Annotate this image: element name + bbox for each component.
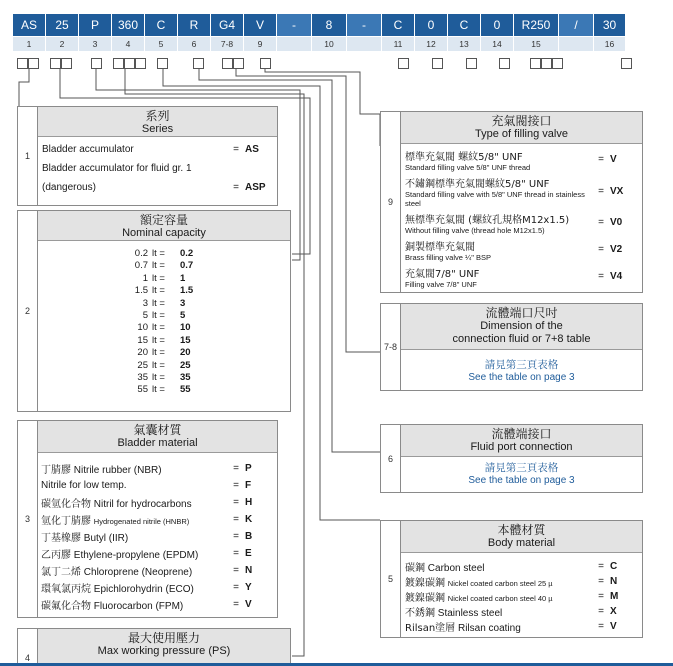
equals-sign: = [233, 514, 239, 525]
capacity-size: 20 [137, 347, 148, 359]
capacity-unit: lt = [152, 310, 165, 322]
item-label-sub: Without filling valve (thread hole M12x1.5) [405, 225, 545, 235]
item-label [41, 597, 227, 612]
item-label [41, 461, 227, 476]
code-position-box [398, 58, 409, 69]
item-code: AS [245, 144, 259, 155]
item-label-en: Nitrile rubber (NBR) [73, 465, 162, 476]
capacity-size: 15 [137, 334, 148, 346]
position-number: 12 [415, 37, 447, 51]
leader-filling-valve [265, 69, 380, 146]
equals-sign: = [598, 185, 604, 197]
item-code: 0.2 [180, 248, 194, 259]
item-code: 5 [180, 310, 186, 322]
item-label-sub: Filling valve 7/8" UNF [405, 279, 477, 289]
section-header [38, 421, 277, 453]
item-label [405, 175, 592, 208]
item-code: 3 [180, 297, 186, 309]
item-code: K [245, 514, 253, 525]
item-code: 15 [180, 334, 191, 346]
code-position-box [157, 58, 168, 69]
equals-sign: = [598, 606, 604, 617]
position-number: 11 [382, 37, 414, 51]
capacity-unit: lt = [152, 359, 165, 371]
capacity-item [78, 347, 290, 359]
item-label-main: 銅製標準充氣閥 [405, 241, 475, 253]
item-label-en: Butyl (IIR) [83, 533, 129, 544]
bladder-list [38, 453, 277, 613]
capacity-unit: lt = [152, 272, 165, 284]
capacity-unit: lt = [152, 334, 165, 346]
section-bladder [17, 420, 278, 618]
unit-text: lt [152, 372, 157, 384]
header-zh: 最大使用壓力 [127, 631, 200, 645]
item-code: F [245, 480, 252, 491]
code-position-box [28, 58, 39, 69]
capacity-item [78, 372, 290, 384]
item-label-en: Ethylene-propylene (EPDM) [73, 550, 199, 561]
capacity-item [78, 248, 290, 260]
equals-sign: = [233, 565, 239, 576]
item-label-zh: 鍍鎳碳鋼 [405, 578, 445, 589]
header-en: Max working pressure (PS) [97, 645, 231, 657]
capacity-unit: lt = [152, 372, 165, 384]
item-label [41, 512, 227, 527]
section-header [38, 211, 290, 241]
section-header [401, 112, 642, 144]
equals-sign: = [598, 154, 604, 165]
reference-zh: 請見第三頁表格 [484, 462, 559, 474]
item-code: B [245, 531, 253, 542]
header-en: Fluid port connection [470, 441, 573, 453]
item-label-en: Epichlorohydrin (ECO) [93, 584, 194, 595]
code-position-box [61, 58, 72, 69]
code-position-box [113, 58, 124, 69]
item-code: V [610, 621, 617, 632]
item-label-zh: 環氧氯丙烷 [41, 584, 91, 595]
header-en: Body material [487, 537, 556, 549]
capacity-item [78, 360, 290, 372]
item-code: ASP [245, 182, 266, 193]
item-label-zh: 氫化丁腈膠 [41, 516, 91, 527]
equals-sign: = [598, 217, 604, 228]
equals-sign: = [598, 591, 604, 602]
code-cell: 25 [46, 14, 78, 36]
equals-sign: = [598, 271, 604, 282]
bladder-item [41, 460, 273, 477]
section-number: 9 [387, 197, 393, 207]
equals-sign: = [598, 244, 604, 255]
position-number [347, 37, 381, 51]
item-code: V [245, 599, 252, 610]
header-en: Nominal capacity [122, 227, 206, 239]
header-zh: 流體端接口 [491, 427, 552, 441]
capacity-list [38, 241, 290, 397]
item-code: P [245, 463, 252, 474]
item-label-zh: 碳鋼 [405, 563, 425, 574]
code-position-box [260, 58, 271, 69]
code-position-box [50, 58, 61, 69]
equals-sign: = [233, 497, 239, 508]
capacity-size: 25 [137, 359, 148, 371]
item-label-main: 標準充氣閥 螺紋5/8" UNF [405, 151, 523, 163]
item-label-en: Chloroprene (Neoprene) [83, 567, 193, 578]
item-label [405, 238, 592, 262]
code-position-box [193, 58, 204, 69]
item-code: V0 [610, 217, 623, 228]
item-label-zh: Rilsan塗層 [405, 623, 456, 634]
item-label: Bladder accumulator [42, 144, 134, 155]
code-cell: R [178, 14, 210, 36]
unit-text: lt [152, 297, 157, 309]
item-label-sub: Brass filling valve ¼" BSP [405, 252, 492, 262]
section-series [17, 106, 278, 206]
position-number-bar [13, 37, 641, 51]
header-en: Dimension of the [480, 320, 563, 332]
item-label [41, 563, 227, 578]
unit-text: lt [152, 310, 157, 322]
item-code: 25 [180, 359, 191, 371]
position-number: 14 [481, 37, 513, 51]
body-item [405, 589, 638, 604]
item-label-zh: 乙丙膠 [41, 550, 71, 561]
section-header [401, 425, 642, 457]
item-code: V4 [610, 271, 623, 282]
position-number: 4 [112, 37, 144, 51]
equals-sign: = [233, 463, 239, 474]
page-reference [401, 457, 642, 486]
item-label [405, 604, 592, 619]
section-number: 4 [24, 652, 30, 663]
unit-text: lt [152, 334, 157, 346]
item-label-en: Stainless steel [437, 608, 503, 619]
section-number: 6 [387, 453, 393, 464]
item-label-en: Nitril for hydrocarbons [93, 499, 192, 510]
reference-en: See the table on page 3 [468, 475, 575, 486]
section-connection [380, 303, 643, 391]
code-cell: 0 [481, 14, 513, 36]
item-code: 55 [180, 384, 191, 396]
item-code: 1.5 [180, 285, 194, 297]
item-label-zh: 不銹鋼 [405, 608, 435, 619]
section-pressure [17, 628, 291, 666]
item-label-zh: 丁基橡膠 [41, 533, 81, 544]
equals-sign: = [233, 182, 239, 193]
code-cell: 0 [415, 14, 447, 36]
item-label-en: Nickel coated carbon steel 25 µ [447, 579, 553, 588]
code-cell: AS [13, 14, 45, 36]
header-en-2: connection fluid or 7+8 table [452, 333, 591, 345]
body-item [405, 604, 638, 619]
capacity-item [78, 298, 290, 310]
code-cell: / [559, 14, 593, 36]
series-item [42, 159, 273, 178]
capacity-size: 5 [142, 310, 148, 322]
position-number: 16 [594, 37, 625, 51]
code-position-box [222, 58, 233, 69]
item-label [41, 480, 227, 491]
unit-text: lt [152, 248, 157, 259]
bladder-item [41, 528, 273, 545]
item-label: (dangerous) [42, 182, 96, 193]
header-zh: 本體材質 [497, 523, 546, 537]
capacity-item [78, 310, 290, 322]
position-number: 15 [514, 37, 558, 51]
item-label: Bladder accumulator for fluid gr. 1 [42, 163, 192, 174]
item-label [405, 619, 592, 634]
item-code: V2 [610, 244, 623, 255]
equals-sign: = [233, 144, 239, 155]
header-zh: 額定容量 [139, 213, 188, 227]
position-number [559, 37, 593, 51]
capacity-item [78, 384, 290, 396]
capacity-unit: lt = [152, 322, 165, 334]
body-list [401, 553, 642, 634]
capacity-unit: lt = [152, 347, 165, 359]
item-label-zh: 碳氟化合物 [41, 601, 91, 612]
item-label-sub: Standard filling valve with 5/8" UNF thread in stainless steel [405, 189, 585, 208]
capacity-unit: lt = [152, 285, 165, 297]
code-cell: - [347, 14, 381, 36]
position-number [277, 37, 311, 51]
equals-sign: = [598, 621, 604, 632]
item-label [405, 148, 592, 172]
capacity-size: 55 [137, 384, 148, 396]
section-filling-valve [380, 111, 643, 293]
item-code: 10 [180, 322, 191, 334]
code-position-box [17, 58, 28, 69]
section-number: 7-8 [383, 342, 397, 352]
unit-text: lt [152, 347, 157, 359]
equals-sign: = [233, 531, 239, 542]
code-cell: 30 [594, 14, 625, 36]
valve-item [405, 236, 638, 263]
code-position-box [499, 58, 510, 69]
item-label-en: Fluorocarbon (FPM) [93, 601, 184, 612]
item-label-sub: Standard filling valve 5/8" UNF thread [405, 162, 531, 172]
position-number: 5 [145, 37, 177, 51]
item-label-main: 無標準充氣閥 (螺紋孔規格M12x1.5) [405, 214, 570, 226]
code-position-box [91, 58, 102, 69]
reference-en: See the table on page 3 [468, 372, 575, 383]
position-number: 10 [312, 37, 346, 51]
section-number: 3 [24, 514, 30, 524]
item-code: Y [245, 582, 252, 593]
reference-zh: 請見第三頁表格 [484, 359, 559, 371]
code-cell: 8 [312, 14, 346, 36]
section-header [38, 107, 277, 137]
item-code: X [610, 606, 617, 617]
item-label-zh: 丁腈膠 [41, 465, 71, 476]
header-zh: 系列 [145, 109, 170, 123]
item-code: N [245, 565, 253, 576]
item-code: V [610, 154, 617, 165]
code-position-box [552, 58, 563, 69]
item-label [405, 211, 592, 235]
item-code: 35 [180, 372, 191, 384]
code-position-box [233, 58, 244, 69]
valve-list [401, 144, 642, 290]
section-number: 5 [387, 574, 393, 584]
item-code: C [610, 561, 618, 572]
code-position-box [541, 58, 552, 69]
header-zh: 流體端口尺吋 [485, 306, 558, 320]
capacity-size: 0.7 [134, 260, 148, 272]
equals-sign: = [598, 561, 604, 572]
series-item [42, 140, 273, 159]
item-label-en: Nitrile for low temp. [41, 480, 127, 491]
item-code: 20 [180, 347, 191, 359]
bladder-item [41, 477, 273, 494]
code-position-box [124, 58, 135, 69]
item-label-en: Rilsan coating [457, 623, 521, 634]
body-item [405, 559, 638, 574]
code-bar [13, 14, 641, 36]
header-en: Bladder material [117, 437, 198, 449]
equals-sign: = [233, 599, 239, 610]
section-number: 1 [24, 151, 30, 161]
capacity-item [78, 322, 290, 334]
capacity-unit: lt = [152, 260, 165, 272]
position-number: 1 [13, 37, 45, 51]
page-reference [401, 350, 642, 383]
item-label [41, 529, 227, 544]
bladder-item [41, 494, 273, 511]
code-position-box [621, 58, 632, 69]
code-cell: R250 [514, 14, 558, 36]
header-zh: 充氣閥接口 [491, 114, 552, 128]
code-position-box [135, 58, 146, 69]
item-label [405, 559, 592, 574]
code-position-box [466, 58, 477, 69]
unit-text: lt [152, 272, 157, 284]
unit-text: lt [152, 260, 157, 272]
valve-item [405, 263, 638, 290]
code-position-box [432, 58, 443, 69]
item-label-en: Carbon steel [427, 563, 485, 574]
item-code: 0.7 [180, 260, 194, 272]
header-en: Series [141, 123, 174, 135]
code-cell: - [277, 14, 311, 36]
bladder-item [41, 579, 273, 596]
code-cell: C [382, 14, 414, 36]
bladder-item [41, 545, 273, 562]
equals-sign: = [233, 480, 239, 491]
unit-text: lt [152, 285, 157, 297]
item-label-zh: 氯丁二烯 [41, 567, 81, 578]
bladder-item [41, 511, 273, 528]
code-cell: V [244, 14, 276, 36]
item-label-en: Hydrogenated nitrile (HNBR) [93, 517, 190, 526]
unit-text: lt [152, 384, 157, 396]
section-header [401, 304, 642, 350]
item-label [405, 574, 592, 589]
capacity-item [78, 273, 290, 285]
capacity-size: 3 [142, 297, 148, 309]
item-code: N [610, 576, 618, 587]
item-label [41, 546, 227, 561]
capacity-item [78, 335, 290, 347]
item-label-zh: 碳氫化合物 [41, 499, 91, 510]
capacity-unit: lt = [152, 248, 165, 259]
section-capacity [17, 210, 291, 412]
position-number: 2 [46, 37, 78, 51]
body-item [405, 619, 638, 634]
section-header [38, 629, 290, 665]
position-number: 3 [79, 37, 111, 51]
capacity-size: 1.5 [134, 285, 148, 297]
item-code: M [610, 591, 619, 602]
item-label [405, 265, 592, 289]
code-cell: G4 [211, 14, 243, 36]
bladder-item [41, 562, 273, 579]
position-number: 13 [448, 37, 480, 51]
item-code: 1 [180, 272, 186, 284]
unit-text: lt [152, 322, 157, 334]
capacity-unit: lt = [152, 297, 165, 309]
valve-item [405, 146, 638, 173]
code-cell: P [79, 14, 111, 36]
position-number: 7-8 [211, 37, 243, 51]
code-cell: 360 [112, 14, 144, 36]
capacity-size: 1 [142, 272, 148, 284]
item-label-en: Nickel coated carbon steel 40 µ [447, 594, 553, 603]
item-label-zh: 鍍鎳碳鋼 [405, 593, 445, 604]
item-code: E [245, 548, 252, 559]
series-item [42, 178, 273, 197]
position-number: 9 [244, 37, 276, 51]
valve-item [405, 173, 638, 209]
section-number: 2 [24, 306, 30, 316]
section-body [380, 520, 643, 638]
code-position-box [530, 58, 541, 69]
code-cell: C [145, 14, 177, 36]
section-header [401, 521, 642, 553]
body-item [405, 574, 638, 589]
capacity-item [78, 285, 290, 297]
bladder-item [41, 596, 273, 613]
header-en: Type of filling valve [475, 128, 568, 140]
position-number: 6 [178, 37, 210, 51]
series-list [38, 137, 277, 197]
item-label [405, 589, 592, 604]
item-code: VX [610, 185, 624, 197]
equals-sign: = [233, 548, 239, 559]
capacity-item [78, 260, 290, 272]
equals-sign: = [233, 582, 239, 593]
capacity-size: 35 [137, 372, 148, 384]
item-label [41, 580, 227, 595]
item-label-main: 不鏽鋼標準充氣閥螺紋5/8" UNF [405, 178, 550, 190]
item-code: H [245, 497, 253, 508]
valve-item [405, 209, 638, 236]
item-label-main: 充氣閥7/8" UNF [405, 268, 480, 280]
header-zh: 氣囊材質 [133, 423, 182, 437]
capacity-size: 0.2 [134, 248, 148, 259]
capacity-size: 10 [137, 322, 148, 334]
item-label [41, 495, 227, 510]
capacity-unit: lt = [152, 384, 165, 396]
leader-series [19, 69, 29, 106]
section-fluid-port [380, 424, 643, 493]
unit-text: lt [152, 359, 157, 371]
code-cell: C [448, 14, 480, 36]
equals-sign: = [598, 576, 604, 587]
